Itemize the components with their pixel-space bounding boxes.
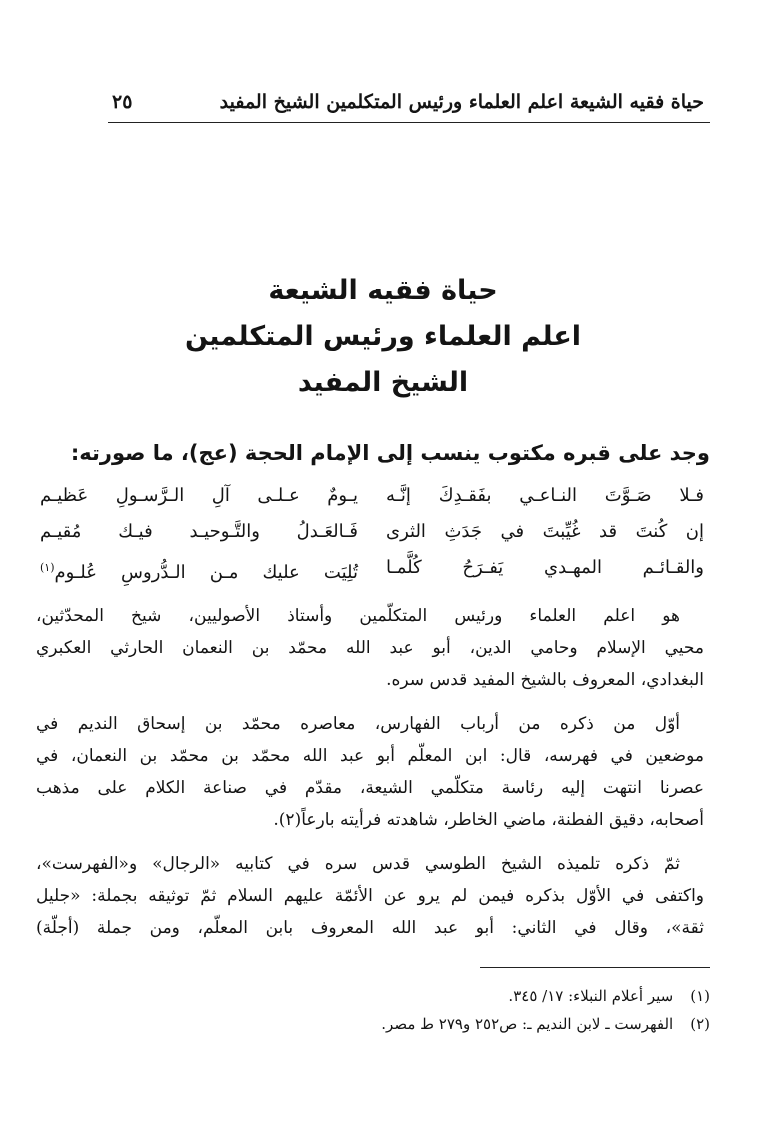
paragraph-line: موضعين في فهرسه، قال: ابن المعلّم أبو عبد الله محمّد بن محمّد بن النعمان، في [36, 746, 704, 766]
paragraph-line: ثمّ ذكره تلميذه الشيخ الطوسي قدس سره في كتابيه «الرجال» و«الفهرست»، [36, 854, 680, 874]
verse-first-hemistich: والقـائـم المهـدي يَفـرَحُ كُلَّمـا [386, 557, 704, 578]
paragraph-line: واكتفى في الأوّل بذكره فيمن لم يرو عن الأئمّة عليهم السلام ثمّ توثيقه بجملة: «جليل [36, 886, 704, 906]
verse-second-hemistich: فَـالعَـدلُ والتَّـوحيـد فيـك مُقيـم [40, 521, 358, 542]
footnote-number: (٢) [690, 1015, 710, 1033]
poem-intro: وجد على قبره مكتوب ينسب إلى الإمام الحجة (عج)، ما صورته: [70, 441, 710, 465]
footnote-rule [480, 967, 710, 968]
chapter-title-line-2: اعلم العلماء ورئيس المتكلمين [184, 321, 582, 352]
chapter-title-line-1: حياة فقيه الشيعة [268, 275, 498, 306]
verse-second-hemistich-with-note [40, 550, 358, 586]
paragraph-line: أصحابه، دقيق الفطنة، ماضي الخاطر، شاهدته فرأيته بارعاً(٢). [273, 810, 704, 830]
footnote [60, 982, 710, 1010]
page-number: ٢٥ [112, 91, 133, 113]
paragraph-line: البغدادي، المعروف بالشيخ المفيد قدس سره. [386, 670, 704, 690]
footnote-text: الفهرست ـ لابن النديم ـ: ص٢٥٢ و٢٧٩ ط مصر. [381, 1015, 674, 1033]
paragraph-line: عصرنا انتهت إليه رئاسة متكلّمي الشيعة، مقدّم في صناعة الكلام على مذهب [36, 778, 704, 798]
biography-paragraph [36, 600, 704, 696]
poem-verse [40, 478, 704, 514]
verse-second-hemistich: يـومٌ عـلـى آلِ الـرَّسـولِ عَظيـم [40, 485, 358, 506]
paragraph-line: هو اعلم العلماء ورئيس المتكلّمين وأستاذ الأصوليين، شيخ المحدّثين، [36, 606, 680, 626]
running-title: حياة فقيه الشيعة اعلم العلماء ورئيس المتكلمين الشيخ المفيد [219, 91, 704, 113]
fihrist-paragraph [36, 708, 704, 836]
footnote-text: سير أعلام النبلاء: ١٧/ ٣٤٥. [508, 987, 674, 1005]
chapter-title-line-3: الشيخ المفيد [297, 367, 469, 398]
tusi-paragraph [36, 848, 704, 944]
verse-first-hemistich: إن كُنتَ قد غُيِّبتَ في جَدَثِ الثرى [386, 521, 704, 542]
poem-verse [40, 550, 704, 586]
header-rule [108, 122, 710, 123]
footnote-marker: (١) [40, 561, 55, 574]
running-header [112, 84, 704, 120]
verse-second-hemistich: تُلِيَت عليك مـن الـدُّروسِ عُلـوم [54, 562, 358, 583]
paragraph-line: محيي الإسلام وحامي الدين، أبو عبد الله محمّد بن النعمان الحارثي العكبري [36, 638, 704, 658]
footnote-number: (١) [690, 987, 710, 1005]
verse-first-hemistich: فـلا صَـوَّتَ النـاعـي بفَقـدِكَ إنَّـه [386, 485, 704, 506]
poem [40, 478, 704, 586]
poem-verse [40, 514, 704, 550]
footnote [60, 1010, 710, 1038]
paragraph-line: ثقة»، وقال في الثاني: أبو عبد الله المعروف بابن المعلّم، ومن جملة (أجلّة) [36, 918, 704, 938]
footnotes [60, 982, 710, 1038]
chapter-title-block [60, 268, 706, 406]
paragraph-line: أوّل من ذكره من أرباب الفهارس، معاصره محمّد بن إسحاق النديم في [36, 714, 680, 734]
